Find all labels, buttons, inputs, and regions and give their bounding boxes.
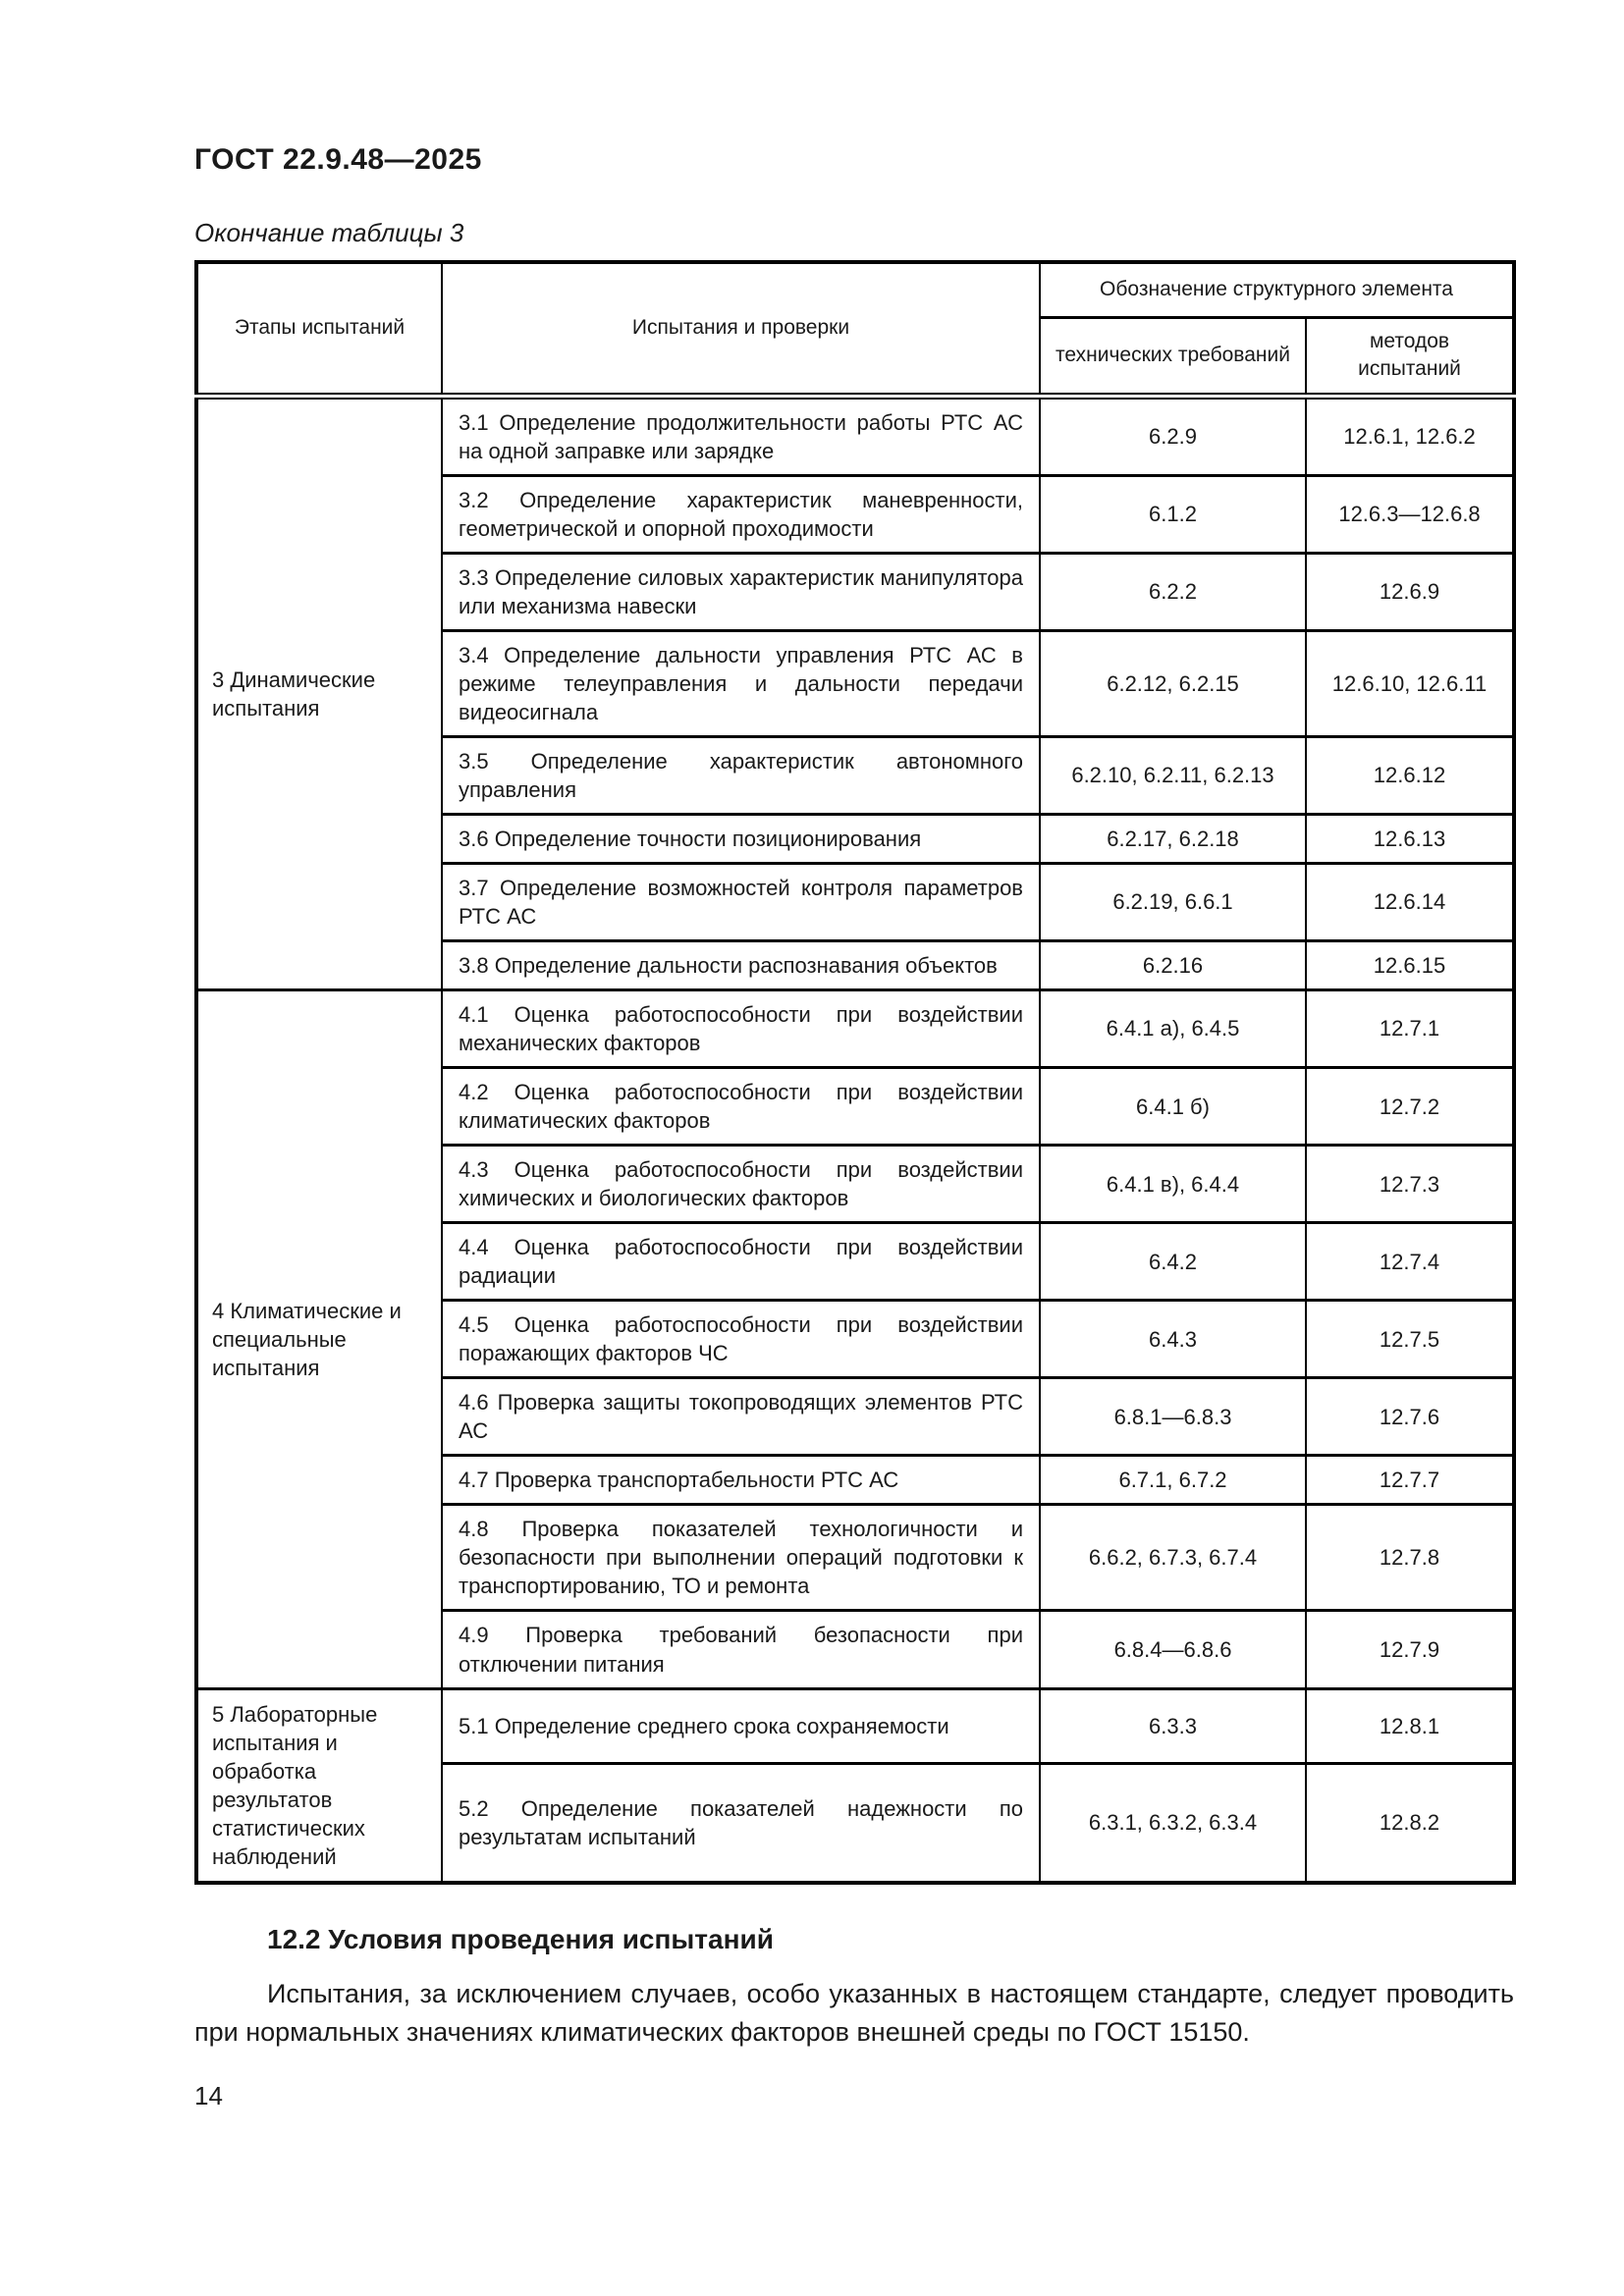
tech-cell: 6.8.4—6.8.6 bbox=[1040, 1611, 1306, 1688]
column-header-tests: Испытания и проверки bbox=[442, 262, 1040, 396]
tech-cell: 6.3.1, 6.3.2, 6.3.4 bbox=[1040, 1763, 1306, 1882]
test-cell: 4.2 Оценка работоспособности при воздействии климатических факторов bbox=[442, 1068, 1040, 1146]
tech-cell: 6.2.16 bbox=[1040, 940, 1306, 989]
test-cell: 3.1 Определение продолжительности работы РТС АС на одной заправке или зарядке bbox=[442, 396, 1040, 475]
tech-cell: 6.4.1 а), 6.4.5 bbox=[1040, 989, 1306, 1067]
test-cell: 5.2 Определение показателей надежности по результатам испытаний bbox=[442, 1763, 1040, 1882]
test-cell: 3.3 Определение силовых характеристик манипулятора или механизма навески bbox=[442, 553, 1040, 630]
test-cell: 3.4 Определение дальности управления РТС АС в режиме телеуправления и дальности передачи видеосигнала bbox=[442, 630, 1040, 736]
methods-cell: 12.6.13 bbox=[1306, 814, 1514, 863]
methods-cell: 12.6.3—12.6.8 bbox=[1306, 475, 1514, 553]
test-cell: 4.8 Проверка показателей технологичности и безопасности при выполнении операций подготовки к транспортированию, ТО и ремонта bbox=[442, 1505, 1040, 1611]
tech-cell: 6.2.2 bbox=[1040, 553, 1306, 630]
methods-cell: 12.8.1 bbox=[1306, 1688, 1514, 1763]
test-cell: 5.1 Определение среднего срока сохраняемости bbox=[442, 1688, 1040, 1763]
tech-cell: 6.8.1—6.8.3 bbox=[1040, 1378, 1306, 1456]
test-cell: 4.3 Оценка работоспособности при воздействии химических и биологических факторов bbox=[442, 1146, 1040, 1223]
test-cell: 3.6 Определение точности позиционирования bbox=[442, 814, 1040, 863]
methods-cell: 12.7.9 bbox=[1306, 1611, 1514, 1688]
methods-cell: 12.7.2 bbox=[1306, 1068, 1514, 1146]
stage-cell: 5 Лабораторные испытания и обработка результатов статистических наблюдений bbox=[196, 1688, 442, 1883]
methods-cell: 12.7.3 bbox=[1306, 1146, 1514, 1223]
methods-cell: 12.7.1 bbox=[1306, 989, 1514, 1067]
methods-cell: 12.7.7 bbox=[1306, 1456, 1514, 1505]
tech-cell: 6.2.9 bbox=[1040, 396, 1306, 475]
page-number: 14 bbox=[194, 2081, 223, 2110]
tech-cell: 6.4.3 bbox=[1040, 1301, 1306, 1378]
methods-cell: 12.7.8 bbox=[1306, 1505, 1514, 1611]
page-title: ГОСТ 22.9.48—2025 bbox=[194, 143, 482, 176]
tech-cell: 6.2.19, 6.6.1 bbox=[1040, 863, 1306, 940]
methods-cell: 12.8.2 bbox=[1306, 1763, 1514, 1882]
column-header-stages: Этапы испытаний bbox=[196, 262, 442, 396]
methods-cell: 12.6.1, 12.6.2 bbox=[1306, 396, 1514, 475]
stage-cell: 4 Климатические и специальные испытания bbox=[196, 989, 442, 1688]
test-cell: 4.5 Оценка работоспособности при воздействии поражающих факторов ЧС bbox=[442, 1301, 1040, 1378]
tech-cell: 6.2.17, 6.2.18 bbox=[1040, 814, 1306, 863]
section-heading: 12.2 Условия проведения испытаний bbox=[267, 1923, 774, 1954]
test-cell: 3.8 Определение дальности распознавания объектов bbox=[442, 940, 1040, 989]
tech-cell: 6.6.2, 6.7.3, 6.7.4 bbox=[1040, 1505, 1306, 1611]
tech-cell: 6.2.12, 6.2.15 bbox=[1040, 630, 1306, 736]
table-header bbox=[196, 262, 1514, 396]
test-cell: 4.4 Оценка работоспособности при воздействии радиации bbox=[442, 1223, 1040, 1301]
tech-cell: 6.4.2 bbox=[1040, 1223, 1306, 1301]
methods-cell: 12.7.6 bbox=[1306, 1378, 1514, 1456]
tech-cell: 6.2.10, 6.2.11, 6.2.13 bbox=[1040, 736, 1306, 814]
table-caption: Окончание таблицы 3 bbox=[194, 218, 464, 247]
tech-cell: 6.7.1, 6.7.2 bbox=[1040, 1456, 1306, 1505]
methods-cell: 12.6.15 bbox=[1306, 940, 1514, 989]
table-row bbox=[196, 396, 1514, 475]
column-header-designation: Обозначение структурного элемента bbox=[1040, 262, 1514, 317]
tech-cell: 6.3.3 bbox=[1040, 1688, 1306, 1763]
table-row bbox=[196, 1688, 1514, 1763]
methods-cell: 12.6.14 bbox=[1306, 863, 1514, 940]
methods-cell: 12.6.12 bbox=[1306, 736, 1514, 814]
table-header-row bbox=[196, 262, 1514, 317]
tech-cell: 6.4.1 в), 6.4.4 bbox=[1040, 1146, 1306, 1223]
methods-cell: 12.7.5 bbox=[1306, 1301, 1514, 1378]
table-row bbox=[196, 989, 1514, 1067]
stage-cell: 3 Динамические испытания bbox=[196, 396, 442, 989]
test-cell: 3.2 Определение характеристик маневренности, геометрической и опорной проходимости bbox=[442, 475, 1040, 553]
tech-cell: 6.4.1 б) bbox=[1040, 1068, 1306, 1146]
column-header-test-methods: методов испытаний bbox=[1306, 317, 1514, 396]
test-cell: 3.7 Определение возможностей контроля параметров РТС АС bbox=[442, 863, 1040, 940]
body-paragraph: Испытания, за исключением случаев, особо указанных в настоящем стандарте, следует проводить при нормальных значениях климатических факторов внешней среды по ГОСТ 15150. bbox=[194, 1978, 1514, 2047]
tests-table bbox=[194, 260, 1516, 1885]
test-cell: 4.6 Проверка защиты токопроводящих элементов РТС АС bbox=[442, 1378, 1040, 1456]
test-cell: 3.5 Определение характеристик автономного управления bbox=[442, 736, 1040, 814]
column-header-tech-requirements: технических требований bbox=[1040, 317, 1306, 396]
methods-cell: 12.6.10, 12.6.11 bbox=[1306, 630, 1514, 736]
methods-cell: 12.7.4 bbox=[1306, 1223, 1514, 1301]
test-cell: 4.1 Оценка работоспособности при воздействии механических факторов bbox=[442, 989, 1040, 1067]
methods-cell: 12.6.9 bbox=[1306, 553, 1514, 630]
test-cell: 4.7 Проверка транспортабельности РТС АС bbox=[442, 1456, 1040, 1505]
tech-cell: 6.1.2 bbox=[1040, 475, 1306, 553]
test-cell: 4.9 Проверка требований безопасности при отключении питания bbox=[442, 1611, 1040, 1688]
